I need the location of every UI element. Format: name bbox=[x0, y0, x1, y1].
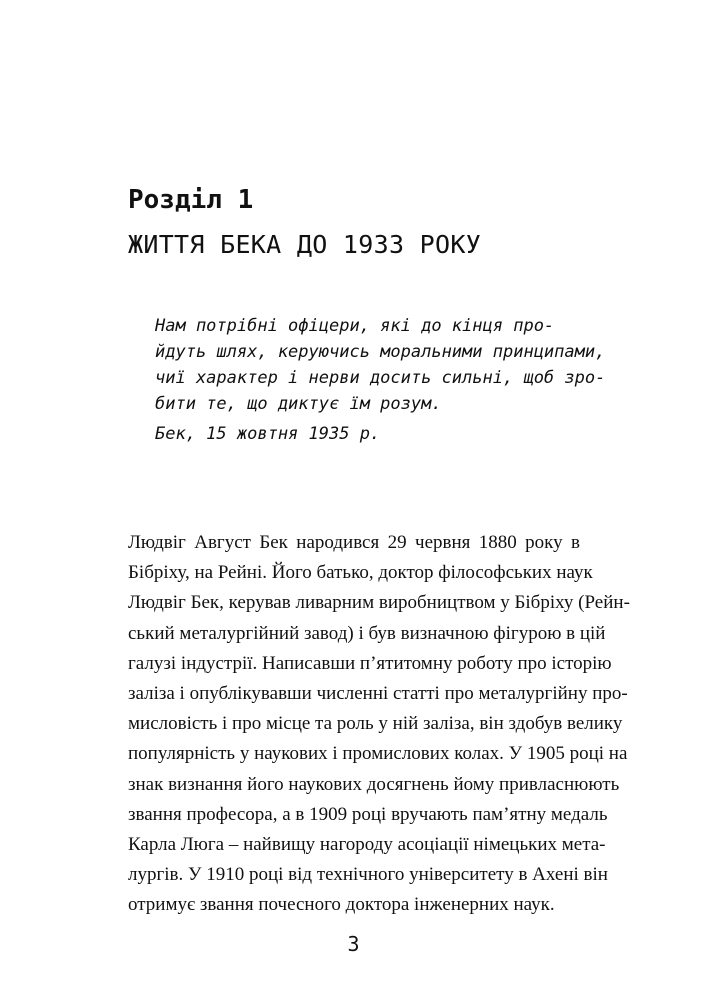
epigraph-line: чиї характер і нерви досить сильні, щоб зро- bbox=[155, 368, 606, 388]
paragraph-line: мисловість і про місце та роль у ній заліза, він здобув велику bbox=[128, 713, 623, 735]
epigraph-line: йдуть шлях, керуючись моральними принципами, bbox=[155, 342, 606, 362]
paragraph-line: популярність у наукових і промислових колах. У 1905 році на bbox=[128, 743, 628, 765]
page-number: 3 bbox=[347, 932, 360, 956]
chapter-title: ЖИТТЯ БЕКА ДО 1933 РОКУ bbox=[128, 230, 482, 259]
paragraph-line: лургів. У 1910 році від технічного університету в Ахені він bbox=[128, 864, 608, 886]
paragraph-line: отримує звання почесного доктора інженерних наук. bbox=[128, 894, 555, 916]
paragraph-line: заліза і опублікувавши численні статті про металургійну про- bbox=[128, 683, 628, 705]
epigraph-line: Нам потрібні офіцери, які до кінця про- bbox=[155, 316, 555, 336]
epigraph-attribution: Бек, 15 жовтня 1935 р. bbox=[155, 424, 381, 444]
paragraph-line: знак визнання його наукових досягнень йому привласнюють bbox=[128, 773, 620, 795]
paragraph-line: Людвіг Август Бек народився 29 червня 1880 року в bbox=[128, 532, 580, 553]
paragraph-line: звання професора, а в 1909 році вручають пам’ятну медаль bbox=[128, 803, 608, 825]
epigraph-line: бити те, що диктує їм розум. bbox=[155, 394, 442, 414]
body-paragraph bbox=[128, 528, 630, 921]
paragraph-line: галузі індустрії. Написавши п’ятитомну роботу про історію bbox=[128, 652, 612, 674]
paragraph-line: Людвіг Бек, керував ливарним виробництвом у Бібріху (Рейн- bbox=[128, 592, 630, 614]
epigraph bbox=[155, 313, 606, 417]
chapter-number: Розділ 1 bbox=[128, 185, 254, 215]
paragraph-line: Бібріху, на Рейні. Його батько, доктор філософських наук bbox=[128, 562, 593, 584]
paragraph-line: Карла Люга – найвищу нагороду асоціації німецьких мета- bbox=[128, 834, 606, 856]
paragraph-line: ський металургійний завод) і був визначною фігурою в цій bbox=[128, 622, 606, 644]
